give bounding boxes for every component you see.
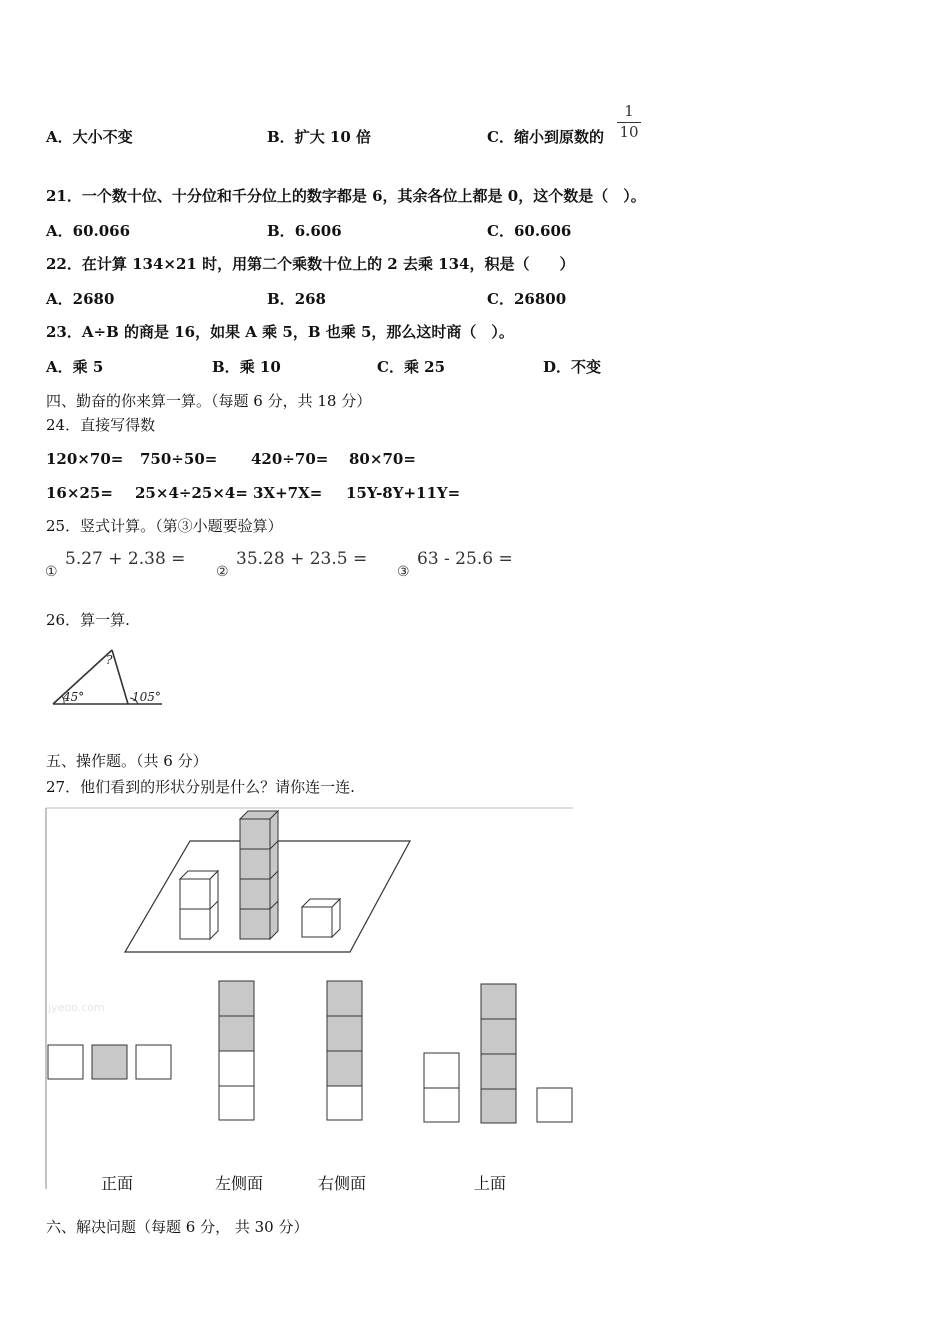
right-cube <box>302 899 340 937</box>
middle-cube-stack <box>240 811 278 939</box>
q23-option-c[interactable]: C．乘 25 <box>377 358 446 376</box>
view-option-column-b[interactable] <box>327 981 362 1120</box>
view-option-row[interactable] <box>48 1045 171 1079</box>
q20-option-b[interactable]: B．扩大 10 倍 <box>267 128 372 146</box>
q23-stem: 23．A÷B 的商是 16，如果 A 乘 5，B 也乘 5，那么这时商（ ）。 <box>46 323 514 341</box>
q24-item: 420÷70= <box>251 450 329 468</box>
section-4-title: 四、勤奋的你来算一算。（每题 6 分，共 18 分） <box>46 392 372 410</box>
q22-option-c[interactable]: C．26800 <box>487 290 567 308</box>
q25-expr-3: 63 - 25.6 = <box>417 549 513 569</box>
q20-option-c[interactable]: C．缩小到原数的 <box>487 128 604 146</box>
q24-item: 750÷50= <box>140 450 218 468</box>
q24-item: 15Y-8Y+11Y= <box>346 484 461 502</box>
q24-stem: 24．直接写得数 <box>46 416 156 434</box>
q24-item: 80×70= <box>349 450 416 468</box>
section-6-title: 六、解决问题（每题 6 分， 共 30 分） <box>46 1218 309 1236</box>
section-5-title: 五、操作题。（共 6 分） <box>46 752 208 770</box>
angle-label-105: 105° <box>132 690 161 704</box>
q21-option-b[interactable]: B．6.606 <box>267 222 342 240</box>
q23-option-a[interactable]: A．乘 5 <box>46 358 104 376</box>
label-top-view[interactable]: 上面 <box>474 1174 507 1193</box>
triangle-right-side <box>112 650 128 704</box>
q20-option-a[interactable]: A．大小不变 <box>46 128 133 146</box>
q21-stem: 21．一个数十位、十分位和千分位上的数字都是 6，其余各位上都是 0，这个数是（ ）。 <box>46 187 646 205</box>
q25-expr-2: 35.28 + 23.5 = <box>236 549 368 569</box>
q22-option-a[interactable]: A．2680 <box>46 290 115 308</box>
q25-mark-2: ② <box>216 564 229 580</box>
view-option-column-a[interactable] <box>219 981 254 1120</box>
q24-item: 3X+7X= <box>253 484 323 502</box>
q21-option-a[interactable]: A．60.066 <box>46 222 131 240</box>
q23-option-b[interactable]: B．乘 10 <box>212 358 281 376</box>
fraction-numerator: 1 <box>624 102 634 120</box>
q25-expr-1: 5.27 + 2.38 = <box>65 549 186 569</box>
label-left-view[interactable]: 左侧面 <box>215 1174 264 1193</box>
watermark: jyeoo.com <box>48 1001 105 1014</box>
triangle-diagram <box>50 646 170 710</box>
views-figure <box>40 805 585 1195</box>
q23-option-d[interactable]: D．不变 <box>543 358 602 376</box>
label-right-view[interactable]: 右侧面 <box>318 1174 367 1193</box>
label-front-view[interactable]: 正面 <box>101 1174 134 1193</box>
q22-stem: 22．在计算 134×21 时，用第二个乘数十位上的 2 去乘 134，积是（ ） <box>46 255 575 273</box>
unknown-angle-mark: ? <box>106 653 113 667</box>
q24-item: 16×25= <box>46 484 113 502</box>
fraction-denominator: 10 <box>617 122 641 141</box>
angle-label-45: 45° <box>63 690 85 704</box>
fraction-one-tenth <box>617 102 641 141</box>
view-option-combined[interactable] <box>424 984 572 1123</box>
q22-option-b[interactable]: B．268 <box>267 290 326 308</box>
q25-mark-3: ③ <box>397 564 410 580</box>
left-cube-stack <box>180 871 218 939</box>
q27-stem: 27．他们看到的形状分别是什么？请你连一连. <box>46 778 355 796</box>
q21-option-c[interactable]: C．60.606 <box>487 222 572 240</box>
q25-mark-1: ① <box>45 564 58 580</box>
q24-item: 120×70= <box>46 450 124 468</box>
q24-item: 25×4÷25×4= <box>135 484 248 502</box>
q25-stem: 25．竖式计算。（第③小题要验算） <box>46 517 283 535</box>
q26-stem: 26．算一算. <box>46 611 130 629</box>
